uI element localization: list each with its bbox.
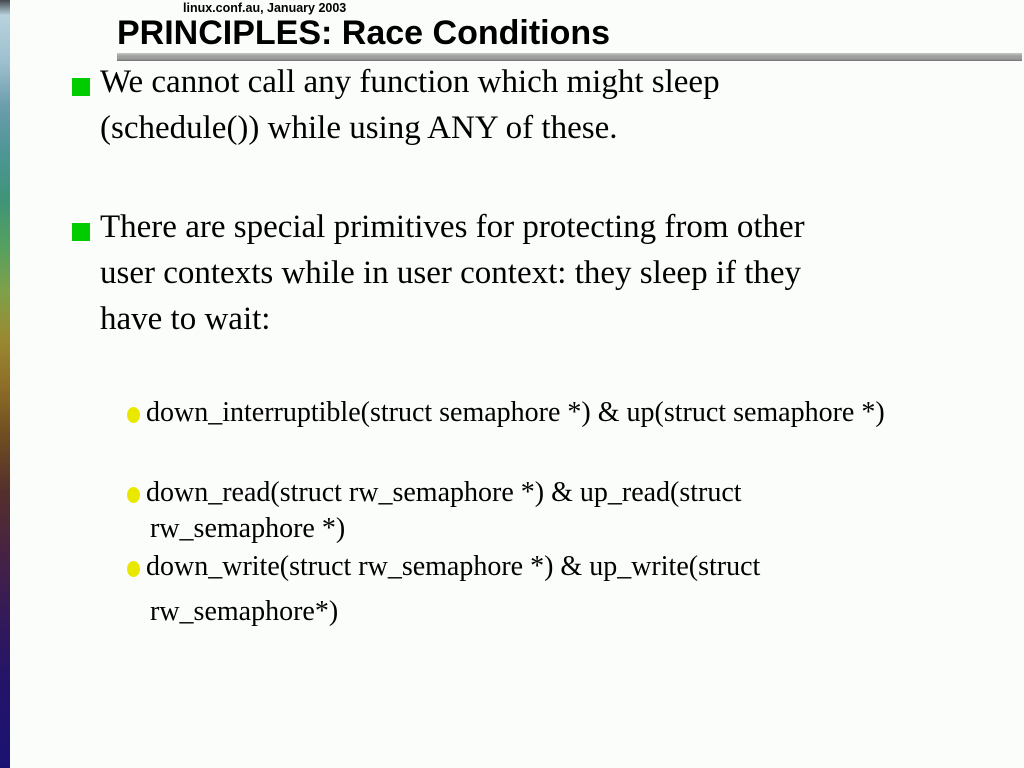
sub-bullet-item <box>146 549 760 585</box>
sub-bullet-line: down_write(struct rw_semaphore *) & up_write(struct <box>146 551 761 582</box>
sub-bullet-item <box>146 475 742 547</box>
sub-bullet-line: rw_semaphore*) <box>150 596 339 627</box>
square-bullet-icon <box>72 78 90 96</box>
conference-header: linux.conf.au, January 2003 <box>183 1 347 15</box>
bullet-line: (schedule()) while using ANY of these. <box>100 110 618 146</box>
rainbow-side-strip <box>0 0 10 768</box>
bullet-line: There are special primitives for protecting from other <box>100 209 805 245</box>
bullet-line: user contexts while in user context: they sleep if they <box>100 255 802 291</box>
square-bullet-icon <box>72 223 90 241</box>
circle-bullet-icon <box>127 487 140 503</box>
bullet-line: We cannot call any function which might sleep <box>100 64 720 100</box>
bullet-item <box>100 59 720 151</box>
bullet-item <box>100 204 805 342</box>
circle-bullet-icon <box>127 407 140 423</box>
circle-bullet-icon <box>127 561 140 577</box>
sub-bullet-line: rw_semaphore *) <box>150 513 346 544</box>
sub-bullet-line: down_read(struct rw_semaphore *) & up_read(struct <box>146 477 742 508</box>
bullet-line: have to wait: <box>100 301 271 337</box>
slide-title: PRINCIPLES: Race Conditions <box>117 14 611 52</box>
sub-bullet-item <box>146 395 885 431</box>
sub-bullet-line: down_interruptible(struct semaphore *) & up(struct semaphore *) <box>146 397 885 428</box>
